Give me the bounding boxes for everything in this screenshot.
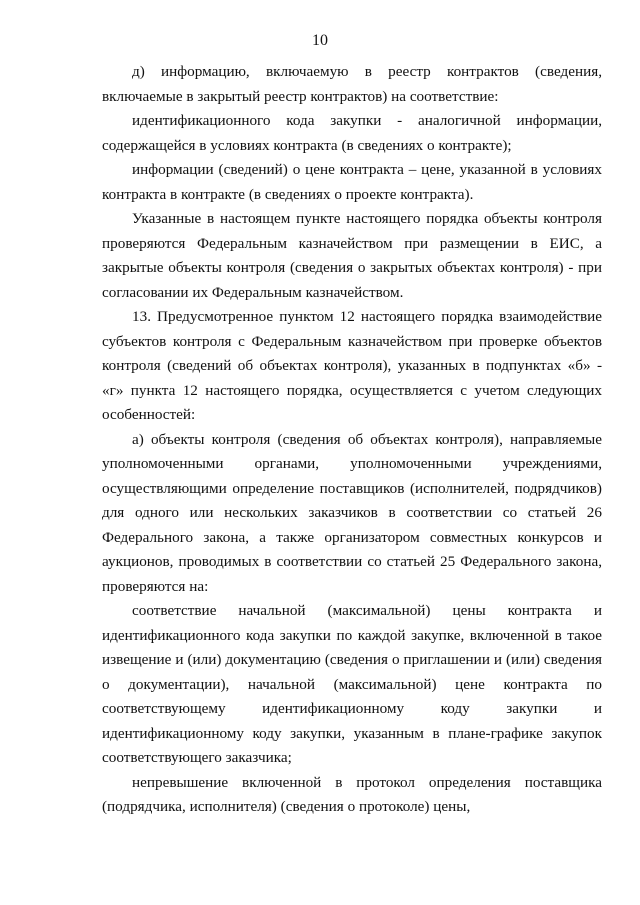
paragraph-a-authorized-bodies: а) объекты контроля (сведения об объектах контроля), направляемые уполномоченными органами, уполномоченными учреждениями, осуществляющими определение поставщиков (исполнителей, подрядчиков) для одного или нескольких заказчиков в соответствии со статьей 26 Федерального закона, а также организатором совместных конкурсов и аукционов, проводимых в соответствии со статьей 25 Федерального закона, проверяются на:: [102, 430, 602, 595]
paragraph-item-13: 13. Предусмотренное пунктом 12 настоящего порядка взаимодействие субъектов контроля с Федеральным казначейством при проверке объектов контроля (сведений об объектах контроля), указанных в подпунктах «б» - «г» пункта 12 настоящего порядка, осуществляется с учетом следующих особенностей:: [102, 308, 602, 423]
paragraph-compliance: соответствие начальной (максимальной) цены контракта и идентификационного кода закупки по каждой закупке, включенной в такое извещение и (или) документацию (сведения о приглашении и (или) сведения о документации), начальной (максимальной) цене контракта по соответствующему идентификационному коду закупки и идентификационному коду закупки, указанным в плане-графике закупок соответствующего заказчика;: [102, 602, 602, 766]
paragraph-control-objects: Указанные в настоящем пункте настоящего порядка объекты контроля проверяются Федеральным казначейством при размещении в ЕИС, а закрытые объекты контроля (сведения о закрытых объектах контроля) - при согласовании их Федеральным казначейством.: [102, 210, 602, 301]
paragraph-purchase-code: идентификационного кода закупки - аналогичной информации, содержащейся в условиях контракта (в сведениях о контракте);: [102, 112, 602, 154]
paragraph-contract-price: информации (сведений) о цене контракта – цене, указанной в условиях контракта в контракте (в сведениях о проекте контракта).: [102, 161, 602, 203]
paragraph-d-registry: д) информацию, включаемую в реестр контрактов (сведения, включаемые в закрытый реестр контрактов) на соответствие:: [102, 63, 602, 105]
paragraph-non-exceeding: непревышение включенной в протокол определения поставщика (подрядчика, исполнителя) (сведения о протоколе) цены,: [102, 773, 602, 815]
document-body: [102, 60, 602, 820]
page-number: 10: [312, 32, 328, 49]
